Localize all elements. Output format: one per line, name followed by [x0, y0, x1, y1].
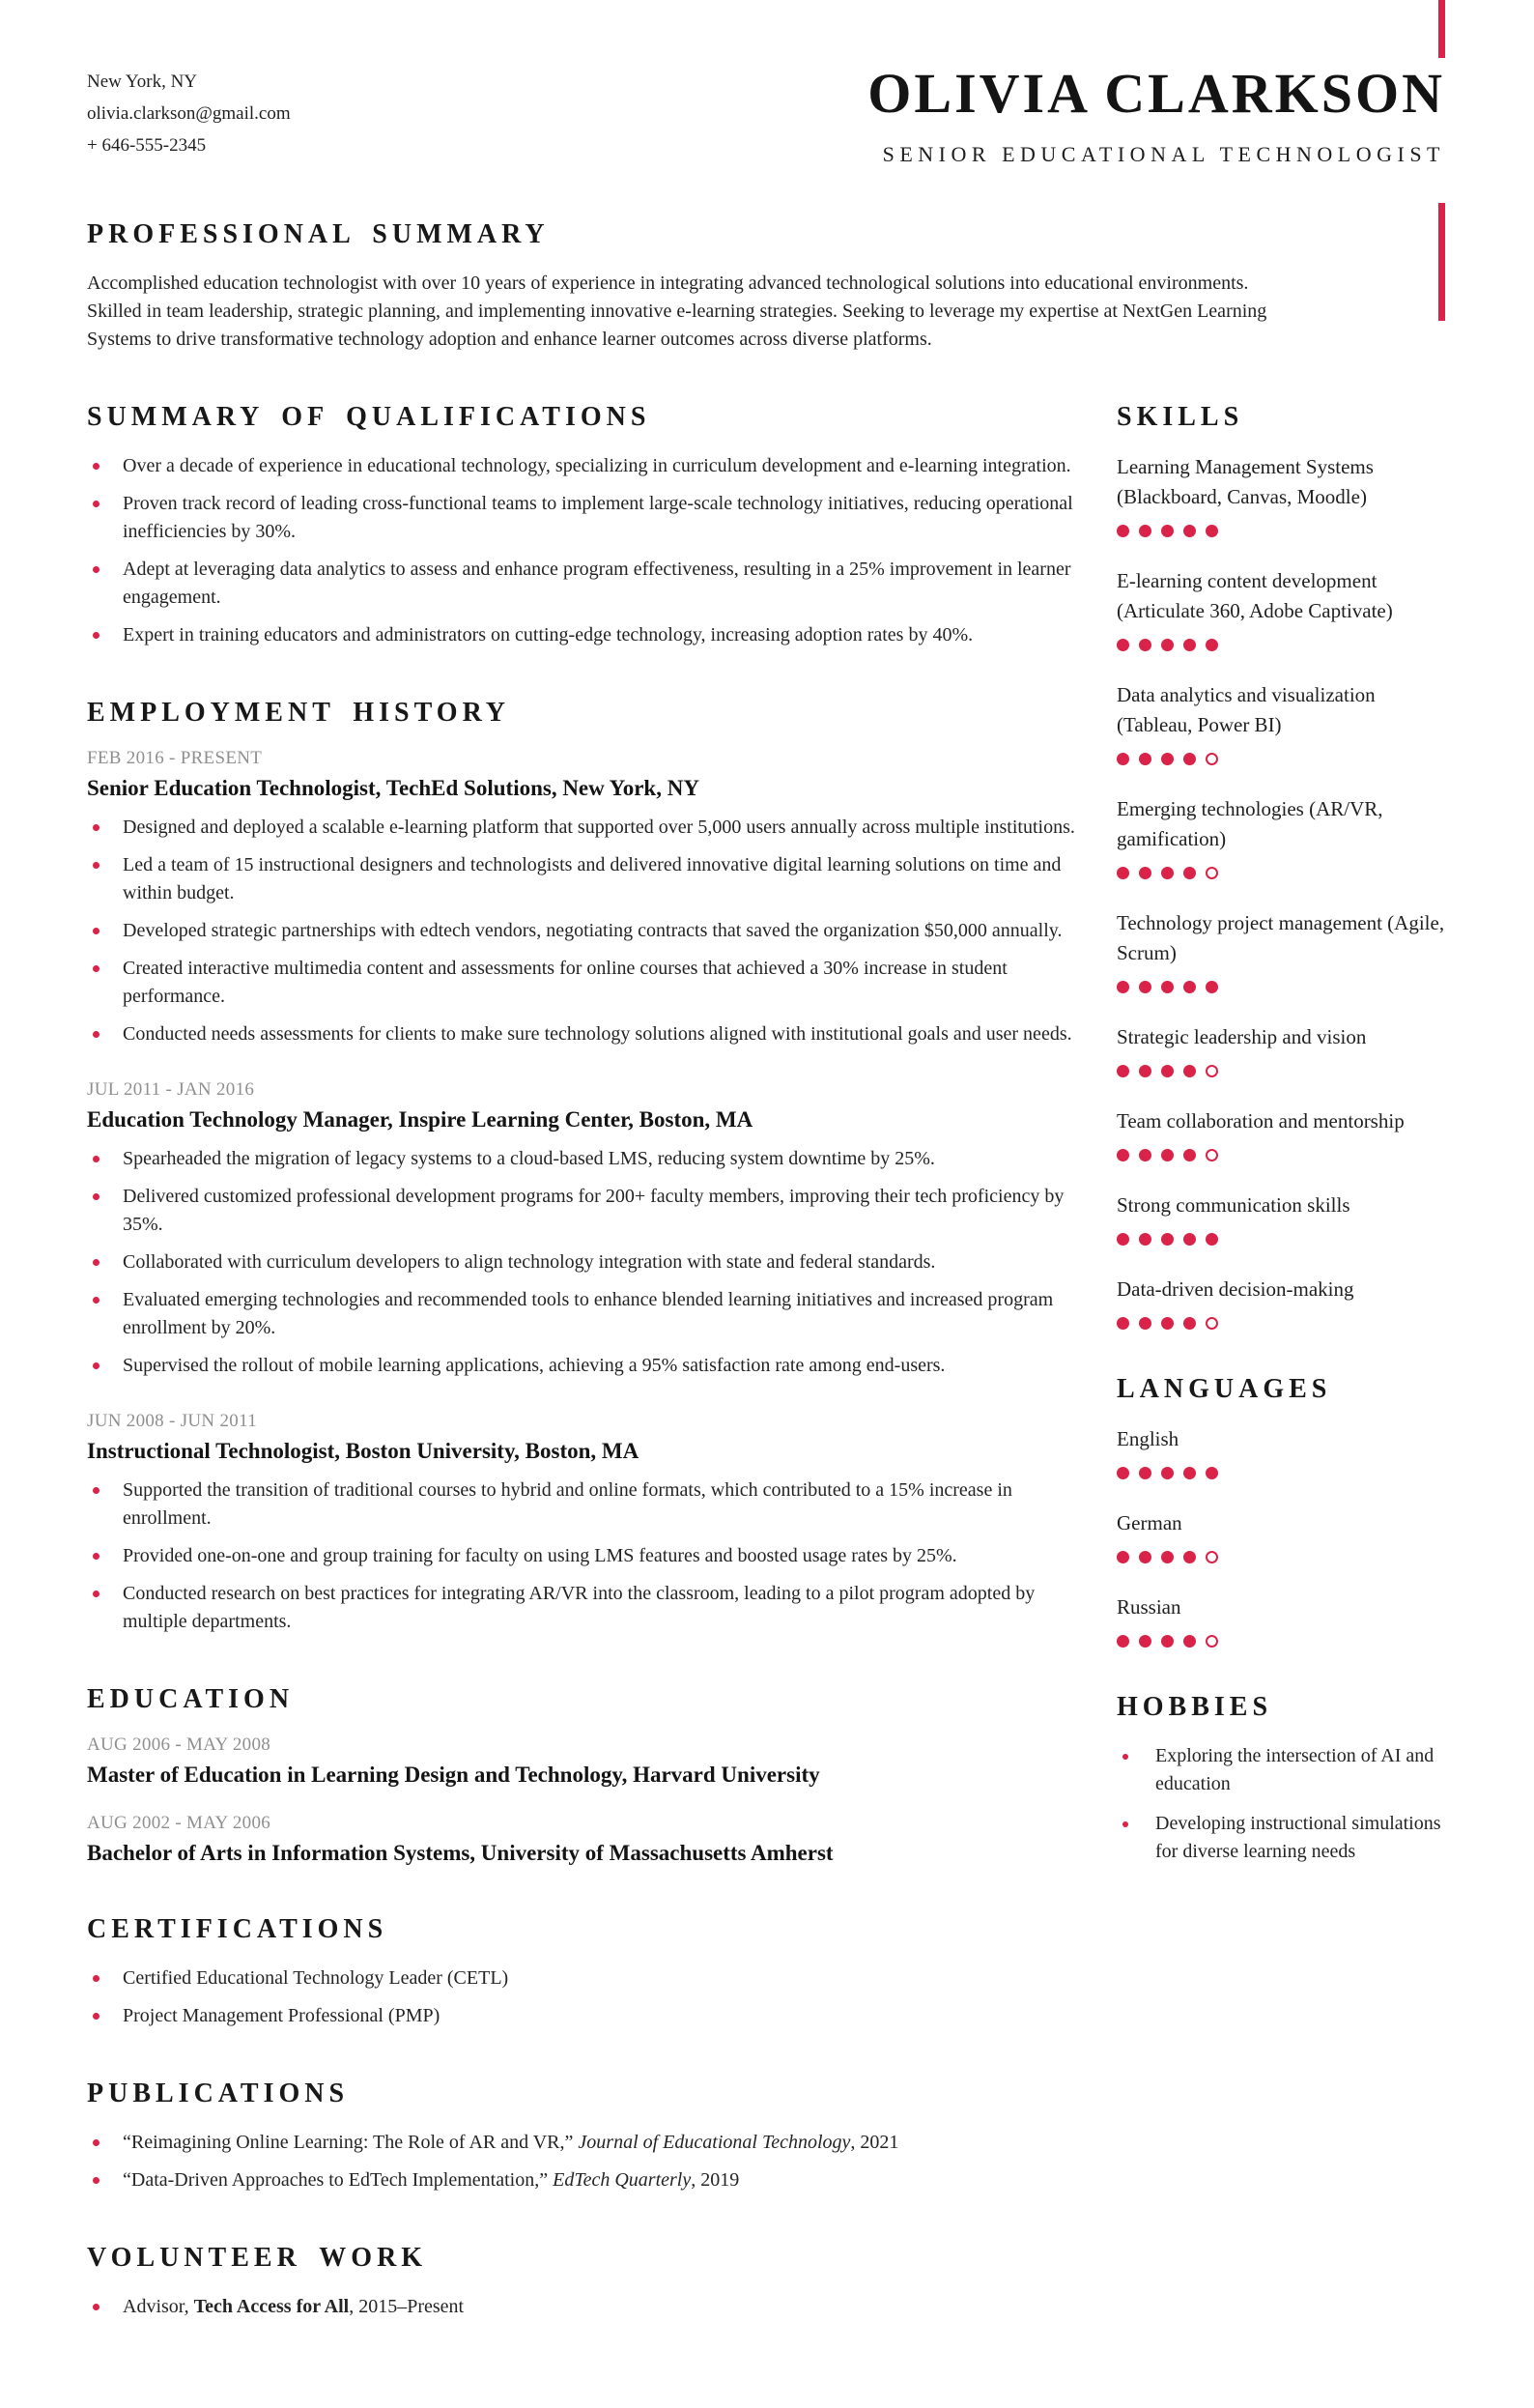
languages-list	[1117, 1424, 1445, 1648]
rating-dot	[1161, 525, 1174, 537]
bullet-icon	[93, 862, 99, 869]
skill-item	[1117, 566, 1445, 651]
skill-label: Emerging technologies (AR/VR, gamification)	[1117, 796, 1383, 850]
job-title: Education Technology Manager, Inspire Learning Center, Boston, MA	[87, 1106, 753, 1132]
list-item	[87, 1248, 1095, 1276]
language-item	[1117, 1592, 1445, 1648]
bullet-icon	[93, 928, 99, 934]
rating-dot	[1117, 525, 1129, 537]
rating-dot	[1139, 1635, 1151, 1648]
rating-dot	[1117, 639, 1129, 651]
section-heading: EDUCATION	[87, 1683, 295, 1714]
publications-list	[87, 2129, 1095, 2194]
bullet-icon	[93, 1156, 99, 1162]
rating-dot	[1117, 1467, 1129, 1479]
language-label: German	[1117, 1510, 1182, 1534]
list-item	[87, 1145, 1095, 1173]
rating-dot	[1161, 753, 1174, 765]
bullet-icon	[93, 1297, 99, 1304]
list-item	[87, 1964, 1095, 1992]
rating-dot	[1206, 639, 1218, 651]
rating-dot	[1117, 1149, 1129, 1161]
list-item-text: Developing instructional simulations for diverse learning needs	[1155, 1812, 1441, 1862]
job-entry	[87, 748, 1095, 1048]
rating-dot	[1139, 1551, 1151, 1563]
section-heading: LANGUAGES	[1117, 1373, 1332, 1404]
rating-dot	[1206, 1149, 1218, 1161]
section-heading: PUBLICATIONS	[87, 2078, 350, 2108]
list-item-text: Proven track record of leading cross-functional teams to implement large-scale technology initiatives, reducing operational inefficiencies by 30%.	[123, 492, 1073, 542]
bullet-icon	[93, 1259, 99, 1266]
skill-label: Strong communication skills	[1117, 1192, 1350, 1217]
skill-item	[1117, 794, 1445, 879]
rating-dot	[1183, 1317, 1196, 1330]
list-item-text: Certified Educational Technology Leader (CETL)	[123, 1966, 509, 1989]
bullet-icon	[93, 2177, 99, 2184]
section-heading: SUMMARY OF QUALIFICATIONS	[87, 401, 651, 432]
bullet-icon	[93, 501, 99, 507]
education-degree: Master of Education in Learning Design and Technology, Harvard University	[87, 1762, 820, 1787]
rating-dot	[1139, 753, 1151, 765]
section-heading: PROFESSIONAL SUMMARY	[87, 218, 550, 249]
skill-label: Technology project management (Agile, Scrum)	[1117, 910, 1445, 964]
list-item	[87, 1476, 1095, 1533]
rating-dot	[1206, 1065, 1218, 1077]
bullet-icon	[93, 463, 99, 470]
language-label: English	[1117, 1426, 1179, 1450]
rating-dot	[1117, 1635, 1129, 1648]
skill-rating	[1117, 525, 1445, 537]
skill-rating	[1117, 867, 1445, 879]
rating-dot	[1139, 1233, 1151, 1246]
volunteer-role: Advisor,	[123, 2295, 194, 2317]
rating-dot	[1139, 1065, 1151, 1077]
list-item-text: Supported the transition of traditional courses to hybrid and online formats, which contributed to a 15% increase in enrollment.	[123, 1478, 1012, 1529]
rating-dot	[1183, 1149, 1196, 1161]
list-item-text: Over a decade of experience in educational technology, specializing in curriculum development and e-learning integration.	[123, 454, 1071, 476]
publication-year: , 2019	[691, 2168, 740, 2191]
skill-item	[1117, 680, 1445, 765]
rating-dot	[1206, 525, 1218, 537]
list-item	[87, 917, 1095, 945]
rating-dot	[1117, 1317, 1129, 1330]
skill-label: Strategic leadership and vision	[1117, 1024, 1367, 1048]
list-item-text: Project Management Professional (PMP)	[123, 2004, 440, 2026]
rating-dot	[1183, 1065, 1196, 1077]
candidate-name: OLIVIA CLARKSON	[867, 62, 1445, 125]
skill-item	[1117, 908, 1445, 993]
contact-email: olivia.clarkson@gmail.com	[87, 103, 291, 124]
education-dates: AUG 2006 - MAY 2008	[87, 1734, 271, 1755]
skill-item	[1117, 452, 1445, 537]
skill-rating	[1117, 639, 1445, 651]
job-bullets	[87, 814, 1095, 1048]
job-title: Instructional Technologist, Boston University, Boston, MA	[87, 1438, 639, 1463]
bullet-icon	[93, 632, 99, 639]
bullet-icon	[93, 566, 99, 573]
rating-dot	[1206, 867, 1218, 879]
contact-phone: + 646-555-2345	[87, 135, 207, 156]
sidebar-column	[1117, 402, 1445, 1910]
rating-dot	[1161, 1467, 1174, 1479]
publication-title: “Reimagining Online Learning: The Role of AR and VR,”	[123, 2131, 579, 2153]
columns	[87, 402, 1445, 2369]
list-item	[87, 2166, 1095, 2194]
section-professional-summary	[87, 219, 1445, 354]
list-item	[87, 2002, 1095, 2030]
contact-location: New York, NY	[87, 72, 198, 92]
skill-label: Data analytics and visualization (Tableau, Power BI)	[1117, 682, 1376, 736]
list-item	[87, 556, 1095, 612]
language-rating	[1117, 1551, 1445, 1563]
list-item	[87, 814, 1095, 842]
publication-text	[123, 2129, 1095, 2157]
education-dates: AUG 2002 - MAY 2006	[87, 1812, 271, 1833]
rating-dot	[1206, 1635, 1218, 1648]
publication-journal: Journal of Educational Technology	[578, 2131, 851, 2153]
skill-label: Data-driven decision-making	[1117, 1276, 1354, 1301]
education-degree: Bachelor of Arts in Information Systems, University of Massachusetts Amherst	[87, 1840, 834, 1865]
list-item	[87, 1286, 1095, 1342]
list-item-text: Evaluated emerging technologies and recommended tools to enhance blended learning initiatives and increased program enrollment by 20%.	[123, 1288, 1054, 1338]
bullet-icon	[93, 1031, 99, 1038]
bullet-icon	[93, 2304, 99, 2310]
rating-dot	[1183, 639, 1196, 651]
job-title: Senior Education Technologist, TechEd Solutions, New York, NY	[87, 775, 699, 800]
rating-dot	[1183, 753, 1196, 765]
rating-dot	[1117, 1233, 1129, 1246]
skill-item	[1117, 1022, 1445, 1077]
language-rating	[1117, 1635, 1445, 1648]
rating-dot	[1183, 867, 1196, 879]
rating-dot	[1139, 525, 1151, 537]
education-entry	[87, 1734, 1095, 1788]
summary-paragraph: Accomplished education technologist with over 10 years of experience in integrating advanced technological solutions into educational environments. Skilled in team leadership, strategic planning, and implementing innovative e-learning strategies. Seeking to leverage my expertise at NextGen Learning Systems to drive transformative technology adoption and enhance learner outcomes across diverse platforms.	[87, 272, 1267, 350]
section-certifications	[87, 1914, 1095, 2030]
section-publications	[87, 2078, 1095, 2194]
bullet-icon	[1122, 1754, 1128, 1760]
list-item-text: Spearheaded the migration of legacy systems to a cloud-based LMS, reducing system downtime by 25%.	[123, 1147, 935, 1169]
section-heading: SKILLS	[1117, 401, 1244, 432]
list-item	[87, 851, 1095, 907]
main-column	[87, 402, 1095, 2369]
list-item	[87, 2293, 1095, 2321]
rating-dot	[1183, 1551, 1196, 1563]
publication-journal: EdTech Quarterly	[553, 2168, 692, 2191]
list-item-text: Exploring the intersection of AI and education	[1155, 1744, 1435, 1794]
section-skills	[1117, 402, 1445, 1330]
rating-dot	[1139, 867, 1151, 879]
list-item	[87, 2129, 1095, 2157]
list-item-text: Conducted needs assessments for clients to make sure technology solutions aligned with institutional goals and user needs.	[123, 1022, 1072, 1045]
candidate-role: SENIOR EDUCATIONAL TECHNOLOGIST	[882, 141, 1445, 166]
list-item	[87, 1580, 1095, 1636]
list-item-text: Supervised the rollout of mobile learning applications, achieving a 95% satisfaction rate among end-users.	[123, 1354, 946, 1376]
rating-dot	[1183, 1233, 1196, 1246]
rating-dot	[1161, 1065, 1174, 1077]
list-item	[87, 955, 1095, 1011]
rating-dot	[1161, 1635, 1174, 1648]
bullet-icon	[93, 2013, 99, 2020]
list-item	[87, 452, 1095, 480]
education-entry	[87, 1813, 1095, 1866]
job-entry	[87, 1411, 1095, 1636]
rating-dot	[1117, 1551, 1129, 1563]
list-item-text: Developed strategic partnerships with edtech vendors, negotiating contracts that saved the organization $50,000 annually.	[123, 919, 1063, 941]
name-block	[867, 62, 1445, 167]
rating-dot	[1117, 981, 1129, 993]
skill-label: E-learning content development (Articulate 360, Adobe Captivate)	[1117, 568, 1393, 622]
list-item	[87, 490, 1095, 546]
skill-item	[1117, 1275, 1445, 1330]
language-item	[1117, 1508, 1445, 1563]
rating-dot	[1117, 867, 1129, 879]
education-list	[87, 1734, 1095, 1866]
list-item	[87, 621, 1095, 649]
language-label: Russian	[1117, 1594, 1181, 1619]
rating-dot	[1139, 1467, 1151, 1479]
section-heading: HOBBIES	[1117, 1691, 1273, 1722]
list-item	[1117, 1742, 1445, 1798]
list-item-text: Conducted research on best practices for integrating AR/VR into the classroom, leading to a pilot program adopted by multiple departments.	[123, 1582, 1036, 1632]
rating-dot	[1183, 1635, 1196, 1648]
bullet-icon	[93, 1553, 99, 1560]
rating-dot	[1206, 1233, 1218, 1246]
skills-list	[1117, 452, 1445, 1330]
bullet-icon	[93, 1362, 99, 1369]
list-item-text: Delivered customized professional development programs for 200+ faculty members, improving their tech proficiency by 35%.	[123, 1185, 1065, 1235]
job-dates: JUL 2011 - JAN 2016	[87, 1078, 255, 1100]
resume-header	[87, 62, 1445, 167]
rating-dot	[1206, 1317, 1218, 1330]
rating-dot	[1117, 1065, 1129, 1077]
list-item-text: Designed and deployed a scalable e-learning platform that supported over 5,000 users annually across multiple institutions.	[123, 816, 1075, 838]
section-languages	[1117, 1374, 1445, 1648]
list-item-text: Expert in training educators and administrators on cutting-edge technology, increasing adoption rates by 40%.	[123, 623, 974, 645]
bullet-icon	[93, 824, 99, 831]
section-heading: CERTIFICATIONS	[87, 1913, 388, 1944]
rating-dot	[1161, 981, 1174, 993]
publication-text	[123, 2166, 1095, 2194]
rating-dot	[1206, 1551, 1218, 1563]
rating-dot	[1139, 1317, 1151, 1330]
skill-label: Team collaboration and mentorship	[1117, 1108, 1405, 1132]
rating-dot	[1161, 1233, 1174, 1246]
rating-dot	[1139, 1149, 1151, 1161]
volunteer-list	[87, 2293, 1095, 2321]
rating-dot	[1206, 753, 1218, 765]
accent-bar-middle	[1438, 203, 1445, 321]
employment-jobs	[87, 748, 1095, 1636]
rating-dot	[1183, 1467, 1196, 1479]
rating-dot	[1139, 639, 1151, 651]
list-item	[87, 1352, 1095, 1380]
list-item	[87, 1542, 1095, 1570]
rating-dot	[1183, 525, 1196, 537]
volunteer-dates: , 2015–Present	[349, 2295, 465, 2317]
skill-label: Learning Management Systems (Blackboard, Canvas, Moodle)	[1117, 454, 1374, 508]
section-heading: VOLUNTEER WORK	[87, 2242, 428, 2273]
skill-item	[1117, 1106, 1445, 1161]
section-employment	[87, 698, 1095, 1636]
rating-dot	[1117, 753, 1129, 765]
list-item-text: Led a team of 15 instructional designers and technologists and delivered innovative digital learning solutions on time and within budget.	[123, 853, 1062, 903]
rating-dot	[1161, 1149, 1174, 1161]
hobbies-list	[1117, 1742, 1445, 1866]
language-rating	[1117, 1467, 1445, 1479]
list-item-text: Created interactive multimedia content and assessments for online courses that achieved a 30% increase in student performance.	[123, 957, 1008, 1007]
section-hobbies	[1117, 1692, 1445, 1866]
job-dates: JUN 2008 - JUN 2011	[87, 1410, 257, 1431]
section-volunteer	[87, 2243, 1095, 2321]
contact-block	[87, 62, 291, 161]
rating-dot	[1161, 639, 1174, 651]
bullet-icon	[93, 965, 99, 972]
bullet-icon	[93, 1975, 99, 1982]
job-dates: FEB 2016 - PRESENT	[87, 747, 263, 768]
job-entry	[87, 1079, 1095, 1380]
section-heading: EMPLOYMENT HISTORY	[87, 697, 511, 728]
skill-rating	[1117, 1149, 1445, 1161]
bullet-icon	[93, 1591, 99, 1597]
skill-rating	[1117, 753, 1445, 765]
volunteer-org: Tech Access for All	[193, 2295, 350, 2317]
skill-rating	[1117, 1233, 1445, 1246]
list-item	[1117, 1810, 1445, 1866]
list-item	[87, 1020, 1095, 1048]
bullet-icon	[1122, 1821, 1128, 1827]
certifications-list	[87, 1964, 1095, 2030]
rating-dot	[1206, 1467, 1218, 1479]
skill-item	[1117, 1190, 1445, 1246]
publication-title: “Data-Driven Approaches to EdTech Implementation,”	[123, 2168, 554, 2191]
volunteer-text	[123, 2293, 1095, 2321]
section-education	[87, 1684, 1095, 1866]
job-bullets	[87, 1145, 1095, 1380]
bullet-icon	[93, 1193, 99, 1200]
rating-dot	[1161, 1551, 1174, 1563]
rating-dot	[1206, 981, 1218, 993]
list-item-text: Collaborated with curriculum developers to align technology integration with state and federal standards.	[123, 1250, 936, 1273]
bullet-icon	[93, 2139, 99, 2146]
rating-dot	[1161, 867, 1174, 879]
job-bullets	[87, 1476, 1095, 1636]
language-item	[1117, 1424, 1445, 1479]
rating-dot	[1161, 1317, 1174, 1330]
list-item-text: Adept at leveraging data analytics to assess and enhance program effectiveness, resulting in a 25% improvement in learner engagement.	[123, 558, 1071, 608]
bullet-icon	[93, 1487, 99, 1494]
list-item-text: Provided one-on-one and group training for faculty on using LMS features and boosted usage rates by 25%.	[123, 1544, 957, 1566]
list-item	[87, 1183, 1095, 1239]
qualifications-list	[87, 452, 1095, 649]
skill-rating	[1117, 981, 1445, 993]
section-qualifications	[87, 402, 1095, 649]
rating-dot	[1183, 981, 1196, 993]
rating-dot	[1139, 981, 1151, 993]
publication-year: , 2021	[850, 2131, 899, 2153]
skill-rating	[1117, 1317, 1445, 1330]
skill-rating	[1117, 1065, 1445, 1077]
accent-bar-top	[1438, 0, 1445, 58]
